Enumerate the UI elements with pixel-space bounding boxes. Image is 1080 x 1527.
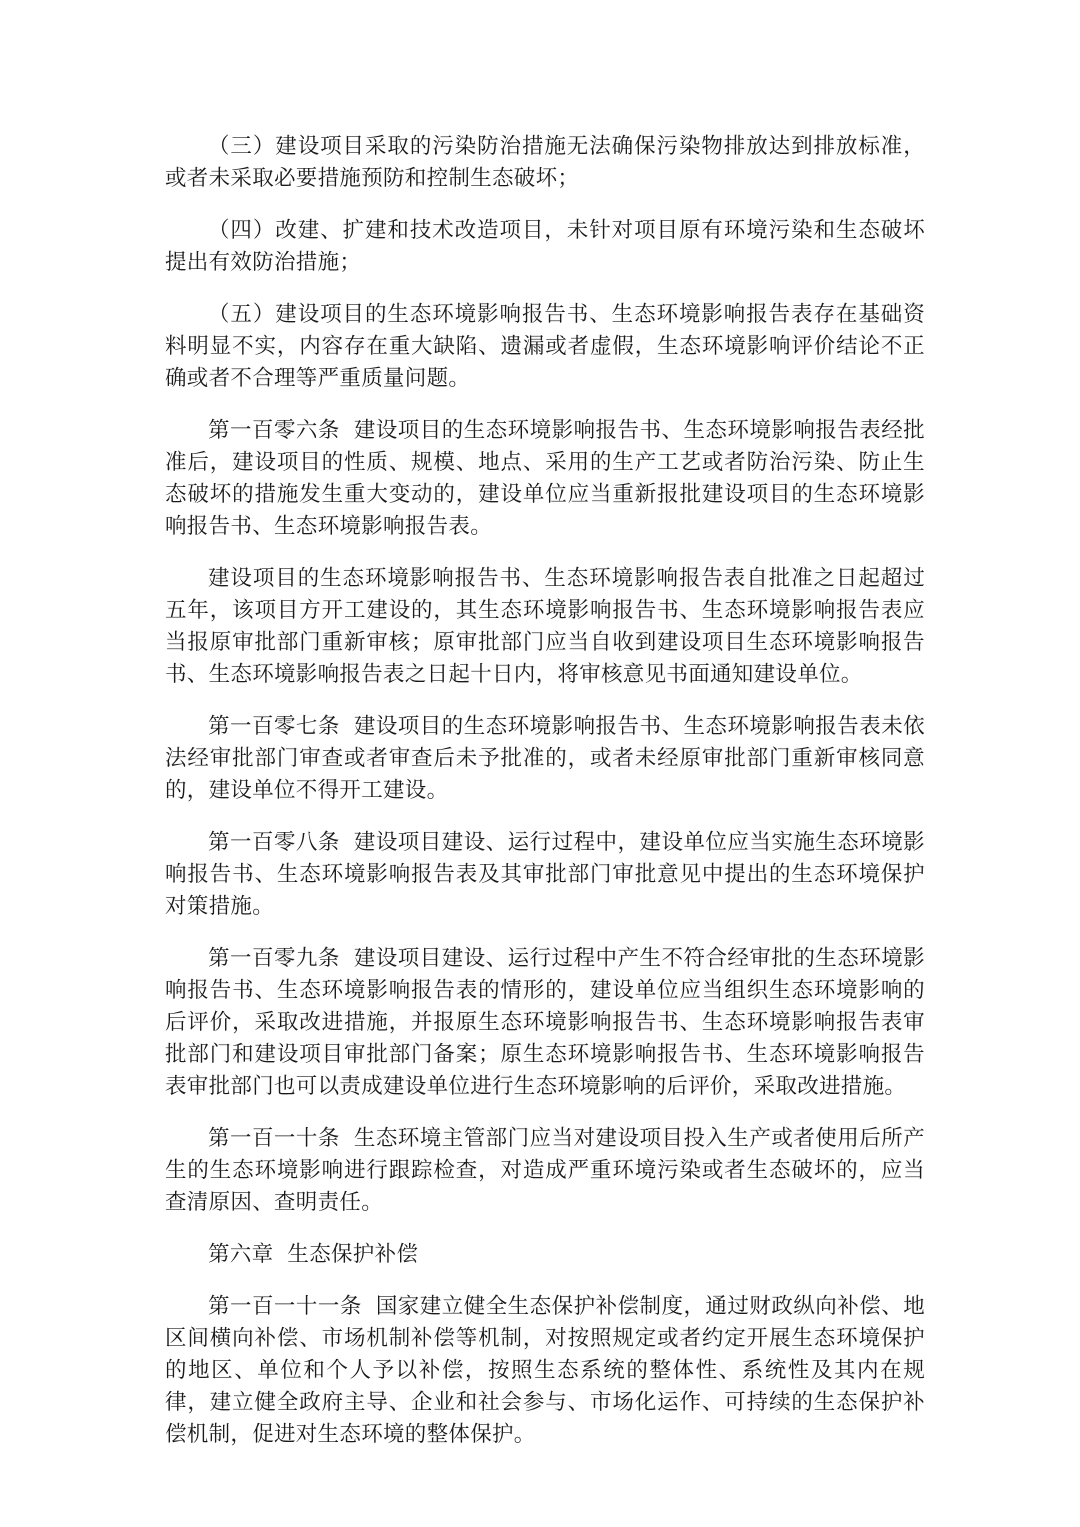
chapter-heading	[165, 1239, 925, 1271]
paragraph-text: （三）建设项目采取的污染防治措施无法确保污染物排放达到排放标准，或者未采取必要措施预防和控制生态破坏；	[165, 134, 925, 191]
article-number: 第一百零八条	[208, 830, 340, 855]
article-number: 第一百一十一条	[208, 1294, 362, 1319]
paragraph-text: （五）建设项目的生态环境影响报告书、生态环境影响报告表存在基础资料明显不实，内容存在重大缺陷、遗漏或者虚假，生态环境影响评价结论不正确或者不合理等严重质量问题。	[165, 302, 925, 391]
paragraph-text: 建设项目建设、运行过程中产生不符合经审批的生态环境影响报告书、生态环境影响报告表的情形的，建设单位应当组织生态环境影响的后评价，采取改进措施，并报原生态环境影响报告书、生态环境影响报告表审批部门和建设项目审批部门备案；原生态环境影响报告书、生态环境影响报告表审批部门也可以责成建设单位进行生态环境影响的后评价，采取改进措施。	[165, 946, 925, 1099]
paragraph-text: 建设项目的生态环境影响报告书、生态环境影响报告表经批准后，建设项目的性质、规模、地点、采用的生产工艺或者防治污染、防止生态破坏的措施发生重大变动的，建设单位应当重新报批建设项目的生态环境影响报告书、生态环境影响报告表。	[165, 418, 925, 539]
article-number: 第一百零九条	[208, 946, 340, 971]
paragraph-text: （四）改建、扩建和技术改造项目，未针对项目原有环境污染和生态破坏提出有效防治措施；	[165, 218, 925, 275]
list-item-4	[165, 215, 925, 279]
paragraph-text: 生态环境主管部门应当对建设项目投入生产或者使用后所产生的生态环境影响进行跟踪检查，对造成严重环境污染或者生态破坏的，应当查清原因、查明责任。	[165, 1126, 925, 1215]
article-number: 第一百一十条	[208, 1126, 340, 1151]
article-111	[165, 1291, 925, 1451]
document-body	[165, 131, 925, 1471]
list-item-3	[165, 131, 925, 195]
article-106-paragraph-2	[165, 563, 925, 691]
article-110	[165, 1123, 925, 1219]
paragraph-text: 国家建立健全生态保护补偿制度，通过财政纵向补偿、地区间横向补偿、市场机制补偿等机制，对按照规定或者约定开展生态环境保护的地区、单位和个人予以补偿，按照生态系统的整体性、系统性及其内在规律，建立健全政府主导、企业和社会参与、市场化运作、可持续的生态保护补偿机制，促进对生态环境的整体保护。	[165, 1294, 925, 1447]
article-109	[165, 943, 925, 1103]
paragraph-text: 建设项目建设、运行过程中，建设单位应当实施生态环境影响报告书、生态环境影响报告表及其审批部门审批意见中提出的生态环境保护对策措施。	[165, 830, 925, 919]
article-number: 第一百零七条	[208, 714, 340, 739]
chapter-number: 第六章	[208, 1242, 274, 1267]
list-item-5	[165, 299, 925, 395]
article-number: 第一百零六条	[208, 418, 340, 443]
paragraph-text: 建设项目的生态环境影响报告书、生态环境影响报告表自批准之日起超过五年，该项目方开工建设的，其生态环境影响报告书、生态环境影响报告表应当报原审批部门重新审核；原审批部门应当自收到建设项目生态环境影响报告书、生态环境影响报告表之日起十日内，将审核意见书面通知建设单位。	[165, 566, 925, 687]
chapter-title: 生态保护补偿	[287, 1242, 419, 1267]
article-108	[165, 827, 925, 923]
article-106	[165, 415, 925, 543]
paragraph-text: 建设项目的生态环境影响报告书、生态环境影响报告表未依法经审批部门审查或者审查后未予批准的，或者未经原审批部门重新审核同意的，建设单位不得开工建设。	[165, 714, 925, 803]
article-107	[165, 711, 925, 807]
